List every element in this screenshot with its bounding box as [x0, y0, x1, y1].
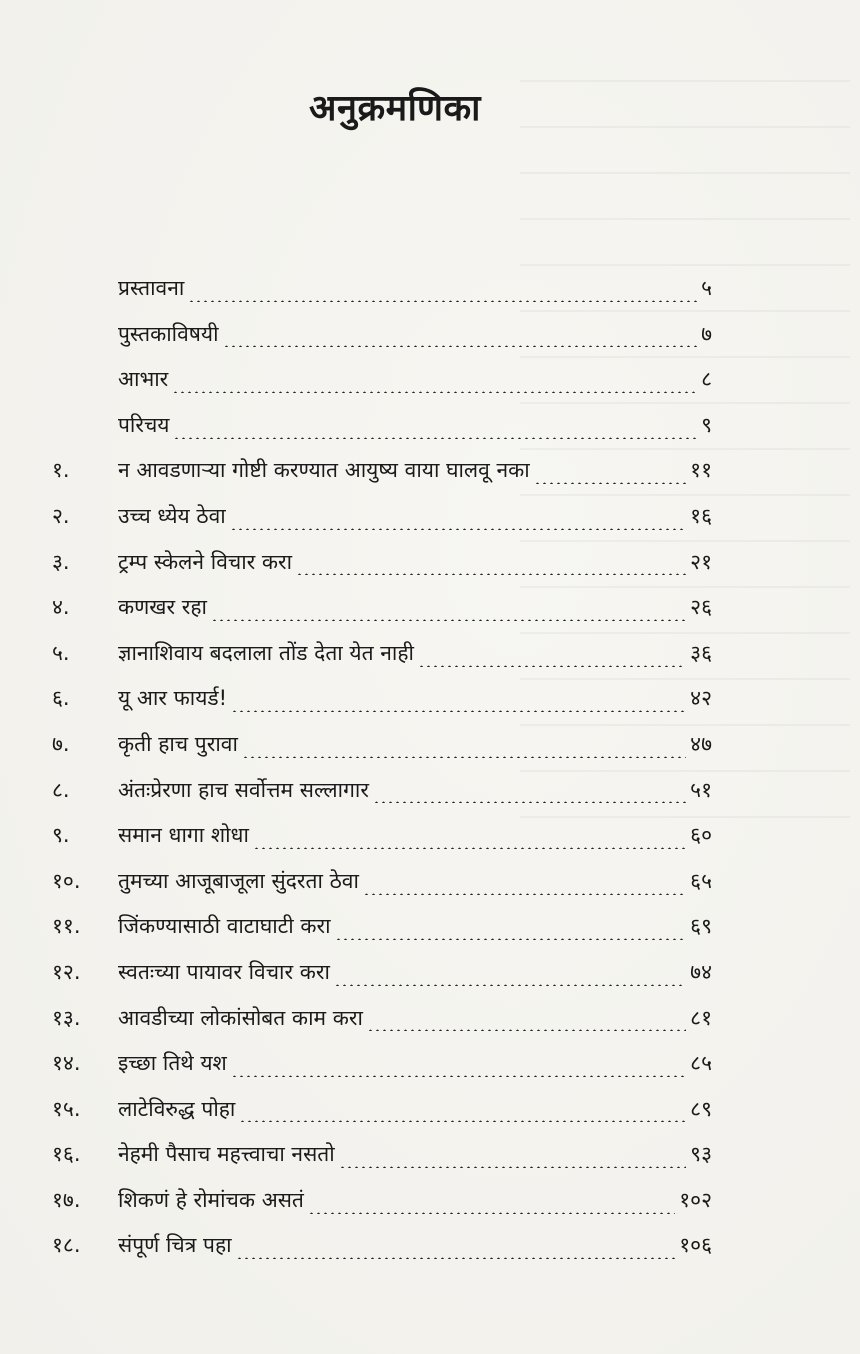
chapter-number: ११. [52, 914, 81, 939]
dot-leader [367, 1011, 686, 1031]
toc-entry [52, 494, 712, 540]
page-number: ६० [690, 823, 712, 848]
chapter-number: १८. [52, 1233, 81, 1258]
chapter-number: ६. [52, 686, 70, 711]
dot-leader [418, 647, 686, 667]
chapter-title: न आवडणाऱ्या गोष्टी करण्यात आयुष्य वाया घालवू नका [118, 458, 530, 483]
dot-leader [172, 373, 697, 393]
chapter-title: स्वतःच्या पायावर विचार करा [118, 959, 330, 984]
chapter-title: संपूर्ण चित्र पहा [118, 1233, 232, 1258]
dot-leader [308, 1194, 675, 1214]
toc-entry [52, 631, 712, 677]
toc-entry [52, 403, 712, 449]
chapter-title: यू आर फायर्ड! [118, 686, 228, 711]
toc-entry [52, 722, 712, 768]
chapter-number: ७. [52, 731, 70, 756]
dot-leader [211, 601, 686, 621]
page-number: ५ [701, 276, 712, 300]
chapter-title: आवडीच्या लोकांसोबत काम करा [118, 1005, 363, 1030]
page-number: ११ [690, 458, 712, 483]
chapter-title: लाटेविरुद्ध पोहा [118, 1096, 236, 1121]
chapter-number: १३. [52, 1005, 81, 1030]
chapter-number: २. [52, 503, 70, 528]
dot-leader [334, 966, 686, 986]
dot-leader [236, 1239, 676, 1259]
chapter-number: १. [52, 458, 70, 483]
chapter-title: ज्ञानाशिवाय बदलाला तोंड देता येत नाही [118, 640, 414, 665]
chapter-title: इच्छा तिथे यश [118, 1051, 227, 1076]
chapter-number: ८. [52, 777, 70, 802]
page-number: ७ [701, 321, 712, 346]
dot-leader [242, 738, 686, 758]
toc-entry [52, 266, 712, 312]
chapter-number: ९. [52, 823, 70, 848]
chapter-title: पुस्तकाविषयी [118, 321, 219, 346]
toc-entry [52, 312, 712, 358]
page-number: १६ [690, 503, 712, 528]
page-number: ७४ [690, 959, 712, 984]
dot-leader [339, 1148, 686, 1168]
page-number: ९३ [690, 1142, 712, 1167]
dot-leader [223, 327, 698, 347]
page-number: ९ [701, 412, 712, 437]
dot-leader [253, 829, 686, 849]
page-number: १०२ [679, 1187, 712, 1212]
chapter-title: अंतःप्रेरणा हाच सर्वोत्तम सल्लागार [118, 777, 369, 802]
chapter-number: ४. [52, 595, 70, 620]
page-number: २६ [690, 595, 712, 620]
table-of-contents [52, 266, 712, 1269]
page-number: ८५ [690, 1051, 712, 1076]
chapter-number: ३. [52, 549, 70, 574]
chapter-title: परिचय [118, 412, 170, 437]
toc-entry [52, 950, 712, 996]
chapter-title: उच्च ध्येय ठेवा [118, 503, 226, 528]
dot-leader [335, 920, 687, 940]
toc-entry [52, 1087, 712, 1133]
chapter-title: ट्रम्प स्केलने विचार करा [118, 549, 293, 574]
chapter-title: शिकणं हे रोमांचक असतं [118, 1187, 304, 1212]
dot-leader [188, 282, 697, 302]
toc-entry [52, 1178, 712, 1224]
toc-entry [52, 813, 712, 859]
dot-leader [373, 783, 686, 803]
chapter-title: आभार [118, 367, 169, 392]
chapter-title: समान धागा शोधा [118, 823, 249, 848]
dot-leader [296, 555, 686, 575]
chapter-title: तुमच्या आजूबाजूला सुंदरता ठेवा [118, 868, 359, 893]
toc-entry [52, 768, 712, 814]
chapter-title: जिंकण्यासाठी वाटाघाटी करा [118, 914, 331, 939]
page-number: ८९ [690, 1096, 712, 1121]
chapter-title: प्रस्तावना [118, 276, 185, 300]
chapter-number: १७. [52, 1187, 81, 1212]
page-number: ५१ [690, 777, 712, 802]
page-number: ४२ [690, 686, 712, 711]
toc-entry [52, 448, 712, 494]
chapter-title: कृती हाच पुरावा [118, 731, 238, 756]
page-number: ८ [701, 367, 712, 392]
page-number: ६९ [690, 914, 712, 939]
chapter-title: नेहमी पैसाच महत्त्वाचा नसतो [118, 1142, 335, 1167]
chapter-number: १०. [52, 868, 81, 893]
toc-entry [52, 1041, 712, 1087]
dot-leader [231, 1057, 686, 1077]
page-number: ६५ [690, 868, 712, 893]
chapter-number: १६. [52, 1142, 81, 1167]
page-number: ४७ [690, 731, 712, 756]
page-number: ८१ [690, 1005, 712, 1030]
page-title: अनुक्रमणिका [309, 88, 481, 129]
chapter-number: १२. [52, 959, 81, 984]
chapter-number: १५. [52, 1096, 81, 1121]
toc-entry [52, 1132, 712, 1178]
chapter-number: ५. [52, 640, 70, 665]
toc-entry [52, 859, 712, 905]
page-number: २१ [690, 549, 712, 574]
toc-entry [52, 585, 712, 631]
toc-entry [52, 904, 712, 950]
dot-leader [230, 510, 686, 530]
chapter-title: कणखर रहा [118, 595, 207, 620]
dot-leader [534, 464, 686, 484]
chapter-number: १४. [52, 1051, 81, 1076]
toc-entry [52, 996, 712, 1042]
toc-entry [52, 1223, 712, 1269]
toc-entry [52, 676, 712, 722]
toc-entry [52, 357, 712, 403]
dot-leader [363, 875, 686, 895]
page-number: १०६ [679, 1233, 712, 1258]
toc-entry [52, 540, 712, 586]
dot-leader [173, 419, 697, 439]
page-number: ३६ [690, 640, 712, 665]
dot-leader [231, 692, 686, 712]
dot-leader [239, 1102, 686, 1122]
